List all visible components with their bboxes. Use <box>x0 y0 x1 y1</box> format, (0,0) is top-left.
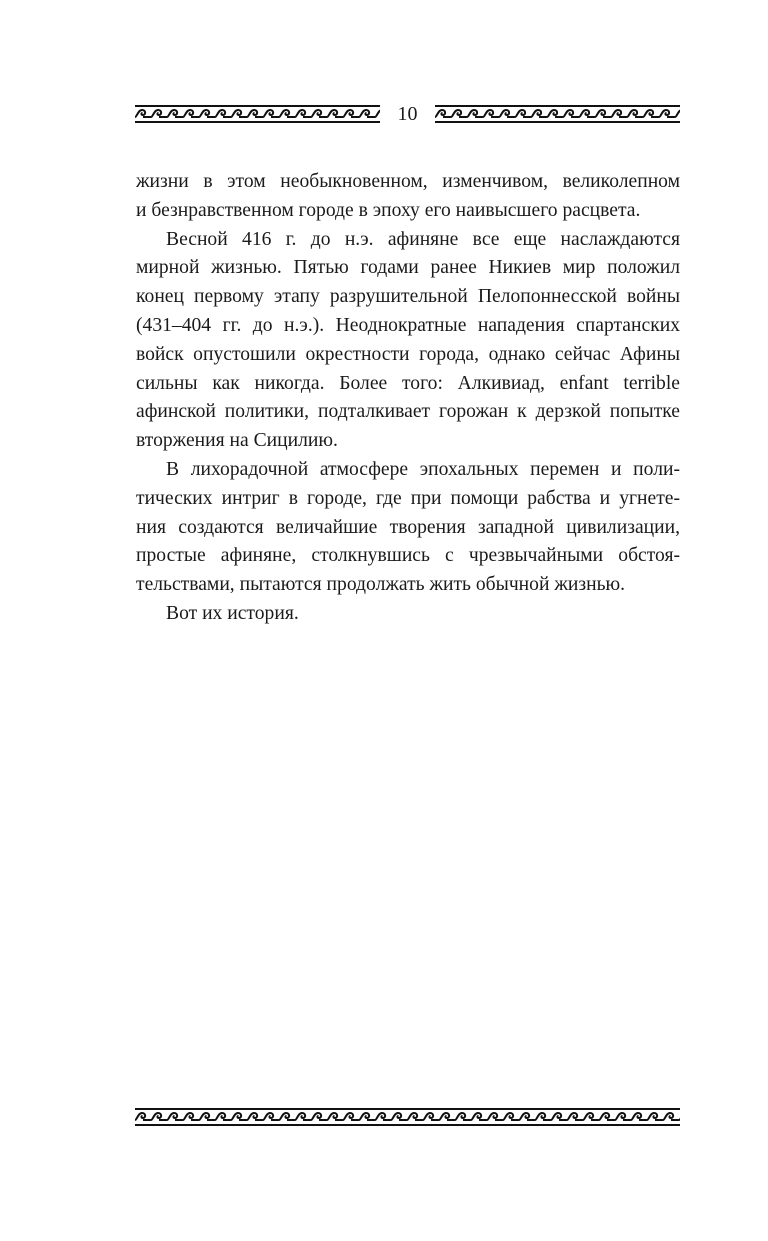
page-number: 10 <box>397 103 418 125</box>
text-line: ния создаются величайшие творения западной цивилизации, <box>136 516 680 538</box>
text-line: и безнравственном городе в эпоху его наивысшего расцвета. <box>136 199 641 221</box>
wave-ornament-icon <box>135 1108 680 1126</box>
greek-wave-border-bottom <box>135 1108 680 1126</box>
greek-wave-border-right <box>435 105 680 123</box>
text-line: тельствами, пытаются продолжать жить обычной жизнью. <box>136 574 626 596</box>
paragraph-1 <box>136 168 680 226</box>
running-footer <box>135 1108 680 1126</box>
text-line: вторжения на Сицилию. <box>136 430 338 452</box>
text-line: Весной 416 г. до н.э. афиняне все еще наслаждаются <box>166 228 680 250</box>
paragraph-2 <box>136 226 680 456</box>
text-line: жизни в этом необыкновенном, изменчивом, великолепном <box>136 171 680 192</box>
text-line: Вот их история. <box>166 602 299 624</box>
greek-wave-border-left <box>135 105 380 123</box>
wave-ornament-icon <box>435 105 680 123</box>
paragraph-3 <box>136 456 680 600</box>
text-line: сильны как никогда. Более того: Алкивиад, enfant terrible <box>136 372 680 394</box>
text-line: мирной жизнью. Пятью годами ранее Никиев мир положил <box>136 257 680 279</box>
wave-ornament-icon <box>135 105 380 123</box>
text-line: В лихорадочной атмосфере эпохальных перемен и поли- <box>166 458 680 480</box>
text-line: конец первому этапу разрушительной Пелопоннесской войны <box>136 286 680 308</box>
paragraph-4 <box>136 600 680 629</box>
running-header <box>135 102 680 126</box>
text-line: афинской политики, подталкивает горожан к дерзкой попытке <box>136 401 680 423</box>
body-text <box>136 168 680 629</box>
text-line: простые афиняне, столкнувшись с чрезвычайными обстоя- <box>136 545 680 567</box>
text-line: тических интриг в городе, где при помощи рабства и угнете- <box>136 487 680 509</box>
text-line: войск опустошили окрестности города, однако сейчас Афины <box>136 343 680 365</box>
text-line: (431–404 гг. до н.э.). Неоднократные нападения спартанских <box>136 314 680 336</box>
